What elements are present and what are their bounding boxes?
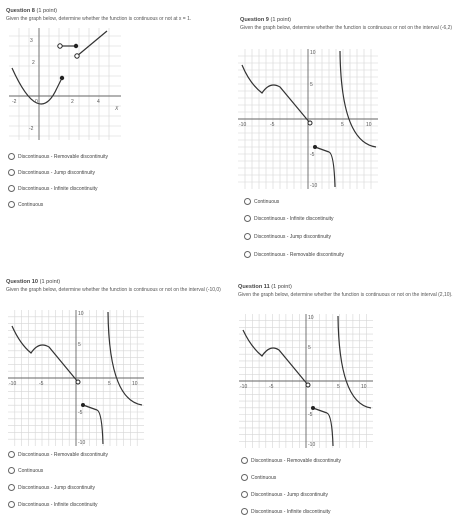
option-label: Continuous [18, 201, 44, 208]
question-title: Question 8 (1 point) [6, 8, 57, 14]
tick-y-5: 5 [310, 82, 313, 88]
radio-button[interactable] [244, 251, 251, 258]
graph-q11 [239, 314, 373, 448]
radio-button[interactable] [241, 508, 248, 515]
q11-option-3[interactable] [241, 491, 328, 498]
radio-button[interactable] [241, 457, 248, 464]
q11-option-1[interactable] [241, 457, 341, 464]
open-dot-left [58, 44, 62, 48]
q9-option-2[interactable] [244, 215, 334, 222]
q8-option-3[interactable] [8, 185, 98, 192]
tick-x-neg10: -10 [240, 384, 248, 390]
q10-option-4[interactable] [8, 501, 98, 508]
option-label: Discontinuous - Removable discontinuity [254, 251, 345, 258]
option-label: Discontinuous - Infinite discontinuity [251, 508, 331, 515]
option-label: Discontinuous - Jump discontinuity [251, 491, 328, 498]
question-title: Question 9 (1 point) [240, 17, 291, 23]
option-label: Discontinuous - Jump discontinuity [18, 484, 95, 491]
question-8 [6, 8, 236, 22]
tick-y-neg5: -5 [78, 410, 83, 416]
question-10 [6, 279, 236, 293]
tick-y-2: 2 [32, 60, 35, 66]
tick-x-5: 5 [341, 122, 344, 128]
radio-button[interactable] [241, 474, 248, 481]
tick-x-5: 5 [337, 384, 340, 390]
curve-middle-segment [313, 408, 327, 413]
grid [9, 28, 121, 140]
filled-dot [81, 403, 85, 407]
curve-upper-segment [77, 31, 107, 56]
radio-button[interactable] [244, 215, 251, 222]
q10-option-2[interactable] [8, 467, 43, 474]
tick-y-5: 5 [308, 345, 311, 351]
question-prompt: Given the graph below, determine whether the function is continuous or not at x = 1. [6, 16, 192, 22]
open-dot-lower [75, 54, 79, 58]
graph-q10 [8, 310, 144, 446]
option-label: Discontinuous - Infinite discontinuity [18, 185, 98, 192]
tick-x-neg5: -5 [270, 122, 275, 128]
curve-left-piece [243, 330, 308, 385]
tick-x-10: 10 [361, 384, 367, 390]
radio-button[interactable] [244, 198, 251, 205]
tick-y-neg5: -5 [310, 152, 315, 158]
tick-x-5: 5 [108, 381, 111, 387]
radio-button[interactable] [8, 451, 15, 458]
tick-y-neg10: -10 [78, 440, 86, 446]
open-dot [308, 121, 312, 125]
q9-option-1[interactable] [244, 198, 279, 205]
q9-option-4[interactable] [244, 251, 344, 258]
option-label: Discontinuous - Removable discontinuity [18, 451, 109, 458]
curve-middle-segment [83, 405, 97, 410]
q11-option-2[interactable] [241, 474, 276, 481]
option-label: Continuous [251, 474, 277, 481]
q9-option-3[interactable] [244, 233, 331, 240]
tick-y-neg5: -5 [308, 412, 313, 418]
question-11 [238, 284, 468, 298]
tick-x-2: 2 [71, 99, 74, 105]
option-label: Discontinuous - Removable discontinuity [18, 153, 109, 160]
tick-x-0: 0 [35, 99, 38, 105]
radio-button[interactable] [8, 201, 15, 208]
filled-dot [60, 76, 64, 80]
option-label: Continuous [18, 467, 44, 474]
radio-button[interactable] [244, 233, 251, 240]
q10-option-3[interactable] [8, 484, 95, 491]
filled-dot [313, 145, 317, 149]
option-label: Discontinuous - Jump discontinuity [18, 169, 95, 176]
question-prompt: Given the graph below, determine whether the function is continuous or not on the interval (2,10). [238, 292, 453, 298]
q8-option-2[interactable] [8, 169, 95, 176]
q8-option-4[interactable] [8, 201, 43, 208]
tick-x-neg5: -5 [39, 381, 44, 387]
option-label: Continuous [254, 198, 280, 205]
tick-x-10: 10 [366, 122, 372, 128]
tick-y-neg2: -2 [29, 126, 34, 132]
tick-x-4: 4 [97, 99, 100, 105]
tick-x-10: 10 [132, 381, 138, 387]
tick-x-neg2: -2 [12, 99, 17, 105]
radio-button[interactable] [8, 185, 15, 192]
tick-y-neg10: -10 [310, 183, 318, 189]
q8-option-1[interactable] [8, 153, 108, 160]
radio-button[interactable] [8, 467, 15, 474]
option-label: Discontinuous - Jump discontinuity [254, 233, 331, 240]
graph-q8 [9, 28, 121, 140]
tick-y-10: 10 [310, 50, 316, 56]
tick-y-10: 10 [308, 315, 314, 321]
radio-button[interactable] [8, 484, 15, 491]
tick-y-10: 10 [78, 311, 84, 317]
filled-dot-right [74, 44, 78, 48]
tick-x-neg10: -10 [239, 122, 247, 128]
radio-button[interactable] [241, 491, 248, 498]
question-9 [240, 17, 468, 31]
option-label: Discontinuous - Infinite discontinuity [18, 501, 98, 508]
question-title: Question 10 (1 point) [6, 279, 61, 285]
radio-button[interactable] [8, 501, 15, 508]
curve-upper-branch [340, 51, 376, 147]
option-label: Discontinuous - Infinite discontinuity [254, 215, 334, 222]
tick-x-neg10: -10 [9, 381, 17, 387]
open-dot [76, 380, 80, 384]
question-prompt: Given the graph below, determine whether the function is continuous or not on the interval (-6,2) [240, 25, 453, 31]
radio-button[interactable] [8, 169, 15, 176]
tick-y-3: 3 [30, 38, 33, 44]
q10-option-1[interactable] [8, 451, 108, 458]
x-axis-label: X [115, 106, 119, 112]
question-title: Question 11 (1 point) [238, 284, 292, 290]
open-dot [306, 383, 310, 387]
question-prompt: Given the graph below, determine whether the function is continuous or not on the interval (-10,0) [6, 287, 221, 293]
option-label: Discontinuous - Removable discontinuity [251, 457, 342, 464]
radio-button[interactable] [8, 153, 15, 160]
graph-q9 [238, 49, 378, 189]
q11-option-4[interactable] [241, 508, 331, 515]
filled-dot [311, 406, 315, 410]
tick-y-5: 5 [78, 342, 81, 348]
tick-y-neg10: -10 [308, 442, 316, 448]
tick-x-neg5: -5 [269, 384, 274, 390]
